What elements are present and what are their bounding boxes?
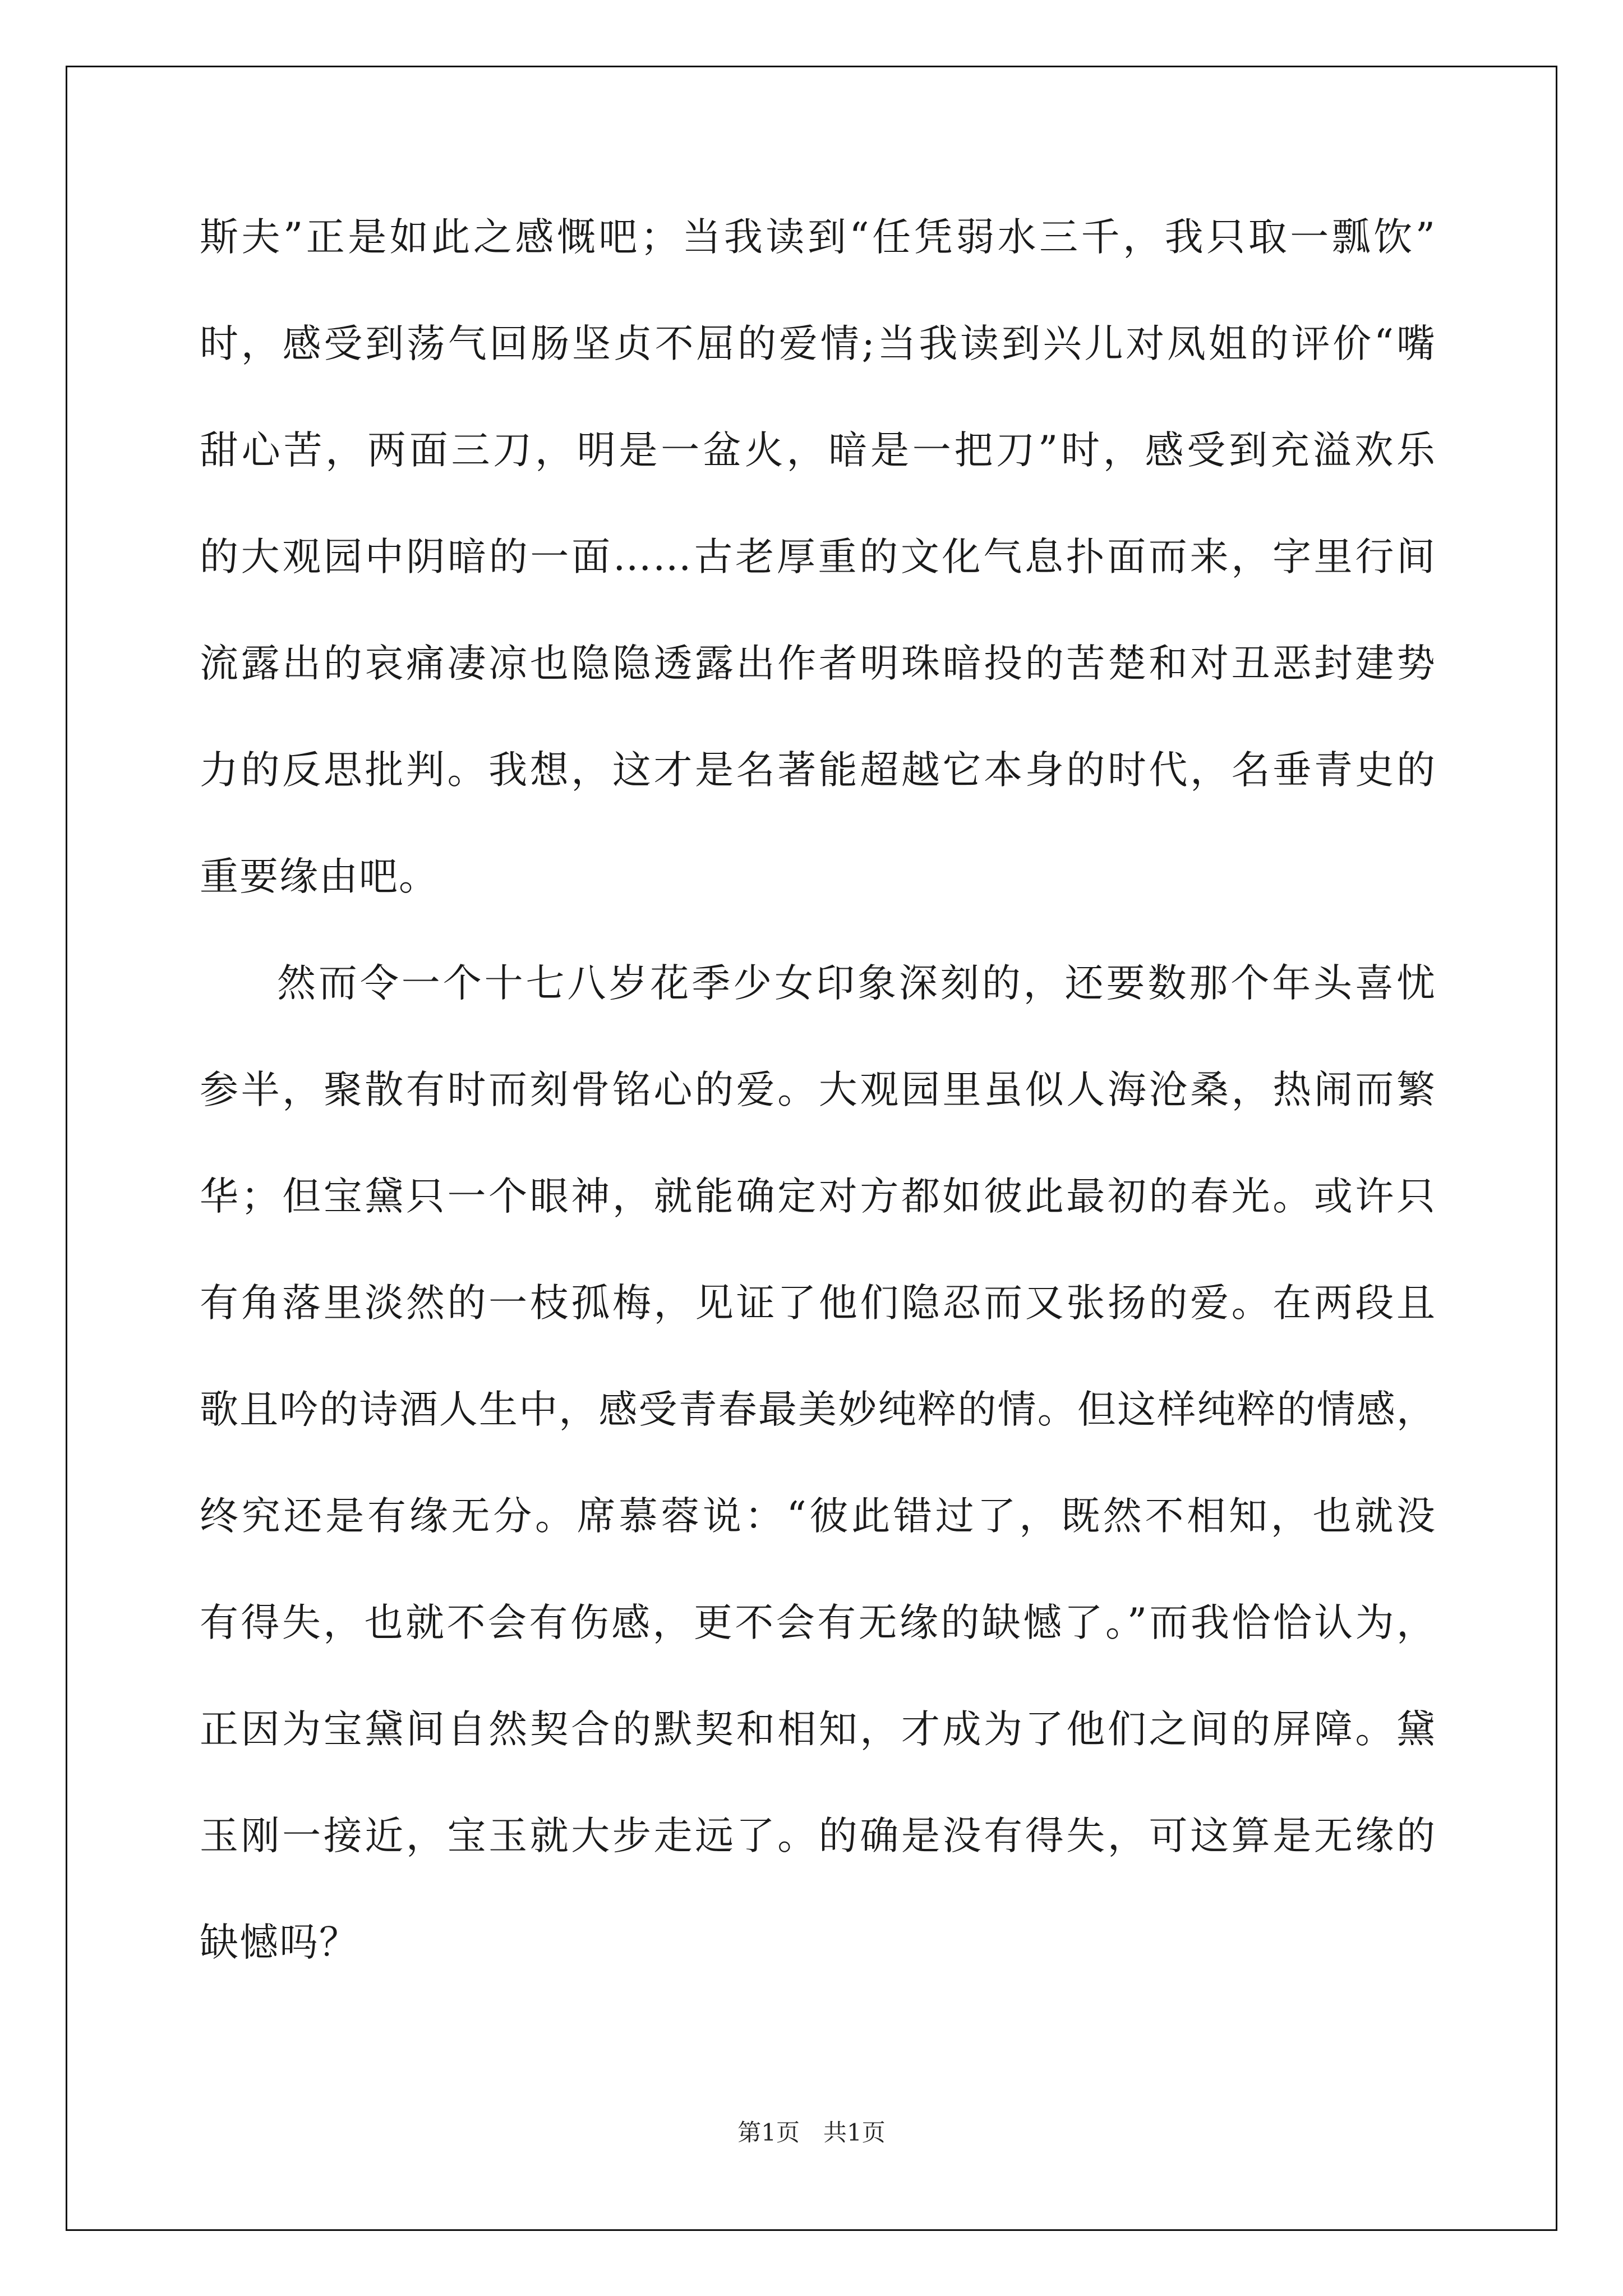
text-line: 力的反思批判。我想，这才是名著能超越它本身的时代，名垂青史的 xyxy=(200,748,1436,793)
text-line: 有得失，也就不会有伤感，更不会有无缘的缺憾了。”而我恰恰认为， xyxy=(200,1600,1436,1645)
text-line: 有角落里淡然的一枝孤梅，见证了他们隐忍而又张扬的爱。在两段且 xyxy=(200,1281,1436,1326)
text-line: 的大观园中阴暗的一面……古老厚重的文化气息扑面而来，字里行间 xyxy=(200,535,1436,579)
body-text xyxy=(200,184,1436,1996)
text-line: 玉刚一接近，宝玉就大步走远了。的确是没有得失，可这算是无缘的 xyxy=(200,1814,1436,1858)
text-line: 甜心苦，两面三刀，明是一盆火，暗是一把刀”时，感受到充溢欢乐 xyxy=(200,428,1436,473)
text-line: 正因为宝黛间自然契合的默契和相知，才成为了他们之间的屏障。黛 xyxy=(200,1707,1436,1752)
paragraph-first-line: 然而令一个十七八岁花季少女印象深刻的，还要数那个年头喜忧 xyxy=(277,961,1436,1006)
text-line: 时，感受到荡气回肠坚贞不屈的爱情;当我读到兴儿对凤姐的评价“嘴 xyxy=(200,321,1436,366)
text-line: 歌且吟的诗酒人生中，感受青春最美妙纯粹的情。但这样纯粹的情感， xyxy=(200,1387,1436,1432)
text-line: 华；但宝黛只一个眼神，就能确定对方都如彼此最初的春光。或许只 xyxy=(200,1174,1436,1219)
text-line: 参半，聚散有时而刻骨铭心的爱。大观园里虽似人海沧桑，热闹而繁 xyxy=(200,1068,1436,1112)
page-number-footer: 第1页 共1页 xyxy=(737,2119,886,2146)
text-line: 斯夫”正是如此之感慨吧；当我读到“任凭弱水三千，我只取一瓢饮” xyxy=(200,215,1436,260)
text-line: 终究还是有缘无分。席慕蓉说：“彼此错过了，既然不相知，也就没 xyxy=(200,1494,1436,1539)
text-line: 流露出的哀痛凄凉也隐隐透露出作者明珠暗投的苦楚和对丑恶封建势 xyxy=(200,641,1436,686)
text-line: 缺憾吗？ xyxy=(200,1920,359,1965)
text-line: 重要缘由吧。 xyxy=(200,854,439,899)
